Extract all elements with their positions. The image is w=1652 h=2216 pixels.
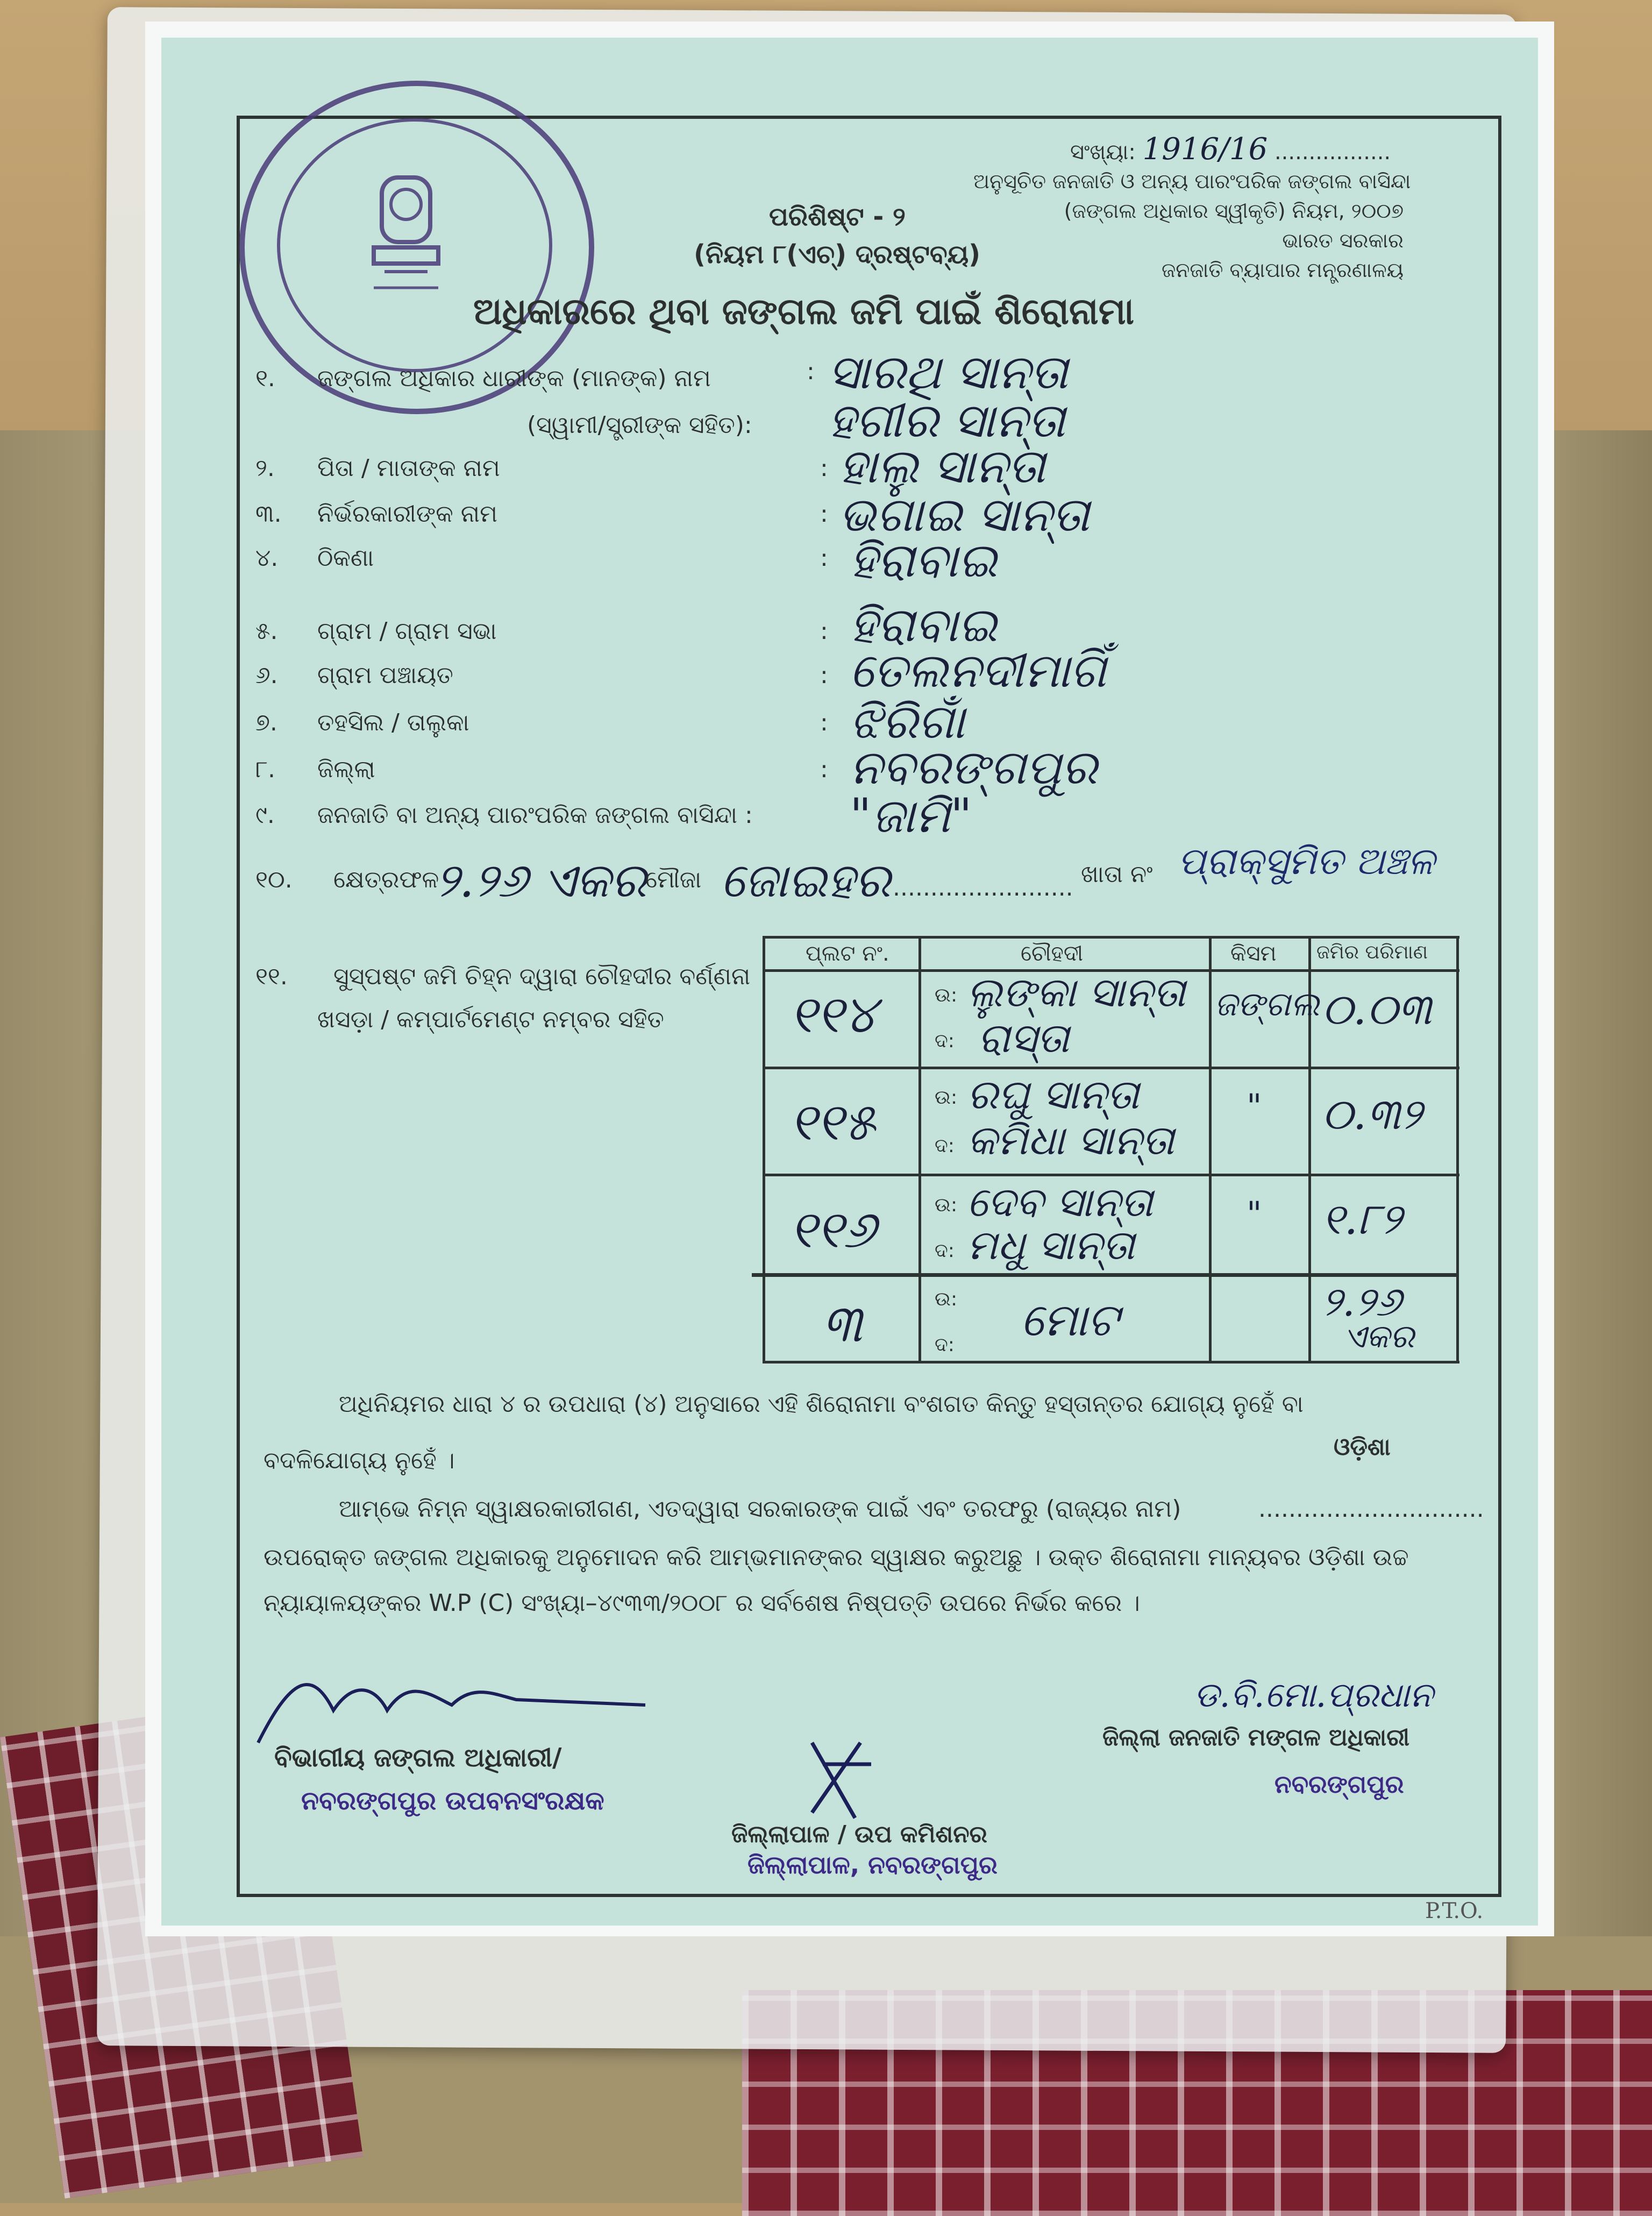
south-boundary: ରାସ୍ତା: [978, 1014, 1070, 1062]
total-unit: ଏକର: [1343, 1318, 1414, 1355]
signatory-center-title: ଜିଲ୍ଲାପାଳ / ଉପ କମିଶନର: [731, 1821, 987, 1848]
khata-value: ପ୍ରାକ୍ସୁମିତ ଅଞ୍ଚଳ: [1178, 839, 1435, 883]
paragraph-line: ନ୍ୟାୟାଳୟଙ୍କର W.P (C) ସଂଖ୍ୟା–୪୯୩୩/୨୦୦୮ ର ସର୍ବଶେଷ ନିଷ୍ପତ୍ତି ଉପରେ ନିର୍ଭର କରେ ।: [264, 1589, 1140, 1617]
land-amount: ୧.୮୨: [1322, 1194, 1402, 1244]
field-number: ୧.: [255, 365, 275, 392]
land-type: ": [1247, 1086, 1262, 1126]
field-number: ୫.: [255, 617, 278, 645]
signatory-right-stamp: ନବରଙ୍ଗପୁର: [1274, 1770, 1404, 1799]
north-boundary: ଦେବ ସାନ୍ତା: [967, 1178, 1153, 1226]
national-emblem-icon: [352, 167, 460, 301]
field-value: ହାଲୁ ସାନ୍ତା: [839, 438, 1045, 494]
plot-number: ୧୧୫: [789, 1092, 875, 1152]
field-number: ୮.: [255, 756, 275, 783]
khata-label: ଖାତା ନଂ: [1081, 861, 1153, 888]
field-label: ପିତା / ମାତାଙ୍କ ନାମ: [317, 454, 500, 482]
south-boundary: ମଧୁ ସାନ୍ତା: [967, 1221, 1135, 1269]
field-value: ହଗୀର ସାନ୍ତା: [828, 393, 1065, 448]
area-value: ୨.୨୬ ଏକର: [436, 853, 647, 908]
south-label: ଦ:: [935, 1135, 955, 1157]
north-label: ଉ:: [935, 1194, 958, 1216]
header-right: ଅନୁସୂଚିତ ଜନଜାତି ଓ ଅନ୍ୟ ପାରଂପରିକ ଜଙ୍ଗଲ ବାସିନ୍ଦା (ଜଙ୍ଗଲ ଅଧିକାର ସ୍ୱୀକୃତି) ନିୟମ, ୨୦୦୭ ଭାରତ ସରକାର ଜନଜାତି ବ୍ୟାପାର ମନ୍ତ୍ରଣାଳୟ: [973, 169, 1411, 282]
signatory-left-stamp: ନବରଙ୍ଗପୁର ଉପବନସଂରକ୍ଷକ: [301, 1786, 604, 1816]
plot-count: ୩: [822, 1294, 863, 1354]
field-label: ଜନଜାତି ବା ଅନ୍ୟ ପାରଂପରିକ ଜଙ୍ଗଲ ବାସିନ୍ଦା :: [317, 801, 753, 829]
field-label: ଗ୍ରାମ ପଞ୍ଚାୟତ: [317, 662, 453, 689]
field-value: ହିରାବାଇ: [850, 597, 998, 652]
field-number: ୬.: [255, 662, 278, 689]
reference-number: ସଂଖ୍ୟା: 1916/16 .................: [1070, 132, 1391, 167]
plot-number: ୧୧୪: [789, 984, 877, 1045]
paragraph-line: ଉପରୋକ୍ତ ଜଙ୍ଗଲ ଅଧିକାରକୁ ଅନୁମୋଦନ କରି ଆମ୍ଭମାନଙ୍କର ସ୍ୱାକ୍ଷର କରୁଅଛୁ । ଉକ୍ତ ଶିରୋନାମା ମାନ୍ୟବର ଓଡ଼ିଶା ଉଚ୍ଚ: [264, 1544, 1409, 1571]
field-number: ୪.: [255, 544, 279, 572]
state-name: ଓଡ଼ିଶା: [1334, 1433, 1391, 1461]
table-header: ଜମିର ପରିମାଣ: [1316, 941, 1428, 963]
paragraph-line: ଅଧିନିୟମର ଧାରା ୪ ର ଉପଧାରା (୪) ଅନୁସାରେ ଏହି ଶିରୋନାମା ବଂଶଗତ କିନ୍ତୁ ହସ୍ତାନ୍ତର ଯୋଗ୍ୟ ନୁହେଁ ବା: [339, 1390, 1304, 1418]
total-label: ମୋଟ: [1021, 1294, 1119, 1346]
paragraph-line: ଆମ୍ଭେ ନିମ୍ନ ସ୍ୱାକ୍ଷରକାରୀଗଣ, ଏତଦ୍ୱାରା ସରକାରଙ୍କ ପାଇଁ ଏବଂ ତରଫରୁ (ରାଜ୍ୟର ନାମ): [339, 1495, 1181, 1523]
field-number: ୭.: [255, 709, 277, 736]
field-value: ଝିରିଗାଁ: [850, 694, 965, 749]
south-label: ଦ:: [935, 1030, 955, 1052]
north-label: ଉ:: [935, 1288, 958, 1310]
plot-number: ୧୧୬: [789, 1199, 876, 1260]
field-label: ତହସିଲ / ତାଲୁକା: [317, 709, 469, 736]
field-number: ୧୦.: [255, 866, 293, 893]
paragraph-line: ବଦଳିଯୋଗ୍ୟ ନୁହେଁ ।: [264, 1447, 455, 1474]
pto-note: P.T.O.: [1425, 1899, 1484, 1923]
field-label: ଜଙ୍ଗଲ ଅଧିକାର ଧାରୀଙ୍କ (ମାନଙ୍କ) ନାମ: [317, 365, 711, 392]
land-amount: ୦.୦୩: [1322, 984, 1432, 1034]
field-label: ଜିଲ୍ଲା: [317, 756, 375, 783]
mouza-label: ମୌଜା: [645, 866, 702, 893]
land-type: ": [1247, 1194, 1262, 1233]
field-value: ହିରାବାଇ: [850, 532, 998, 588]
signatory-left-title: ବିଭାଗୀୟ ଜଙ୍ଗଲ ଅଧିକାରୀ/: [274, 1743, 562, 1773]
page-title: ଅଧିକାରରେ ଥିବା ଜଙ୍ଗଲ ଜମି ପାଇଁ ଶିରୋନାମା: [473, 290, 1134, 333]
field-label: ଗ୍ରାମ / ଗ୍ରାମ ସଭା: [317, 617, 497, 645]
signature-left-icon: [247, 1646, 656, 1753]
field-value: ଭଗାଇ ସାନ୍ତା: [839, 487, 1090, 542]
north-label: ଉ:: [935, 1086, 958, 1109]
field-label: (ସ୍ୱାମୀ/ସ୍ତ୍ରୀଙ୍କ ସହିତ):: [527, 411, 752, 439]
south-label: ଦ:: [935, 1334, 955, 1356]
south-label: ଦ:: [935, 1240, 955, 1262]
field-number: ୩.: [255, 500, 282, 528]
boundary-label: ଖସଡ଼ା / କମ୍ପାର୍ଟମେଣ୍ଟ ନମ୍ବର ସହିତ: [317, 1006, 664, 1033]
annexure-label: ପରିଶିଷ୍ଟ - ୨: [769, 202, 906, 232]
signatory-center-stamp: ଜିଲ୍ଲାପାଳ, ନବରଙ୍ଗପୁର: [747, 1850, 998, 1879]
rule-reference: (ନିୟମ ୮(ଏଚ୍) ଦ୍ରଷ୍ଟବ୍ୟ): [694, 239, 981, 269]
signatory-right-title: ଜିଲ୍ଲା ଜନଜାତି ମଙ୍ଗଳ ଅଧିକାରୀ: [1102, 1724, 1410, 1751]
north-boundary: ରଘୁ ସାନ୍ତା: [967, 1070, 1140, 1118]
north-boundary: ଲୁଙ୍କା ସାନ୍ତା: [967, 968, 1186, 1016]
field-value: ତେଲନଦୀମାଗିଁ: [850, 643, 1107, 698]
field-number: ୨.: [255, 454, 275, 482]
field-label: ନିର୍ଭରକାରୀଙ୍କ ନାମ: [317, 500, 498, 528]
south-boundary: କମିଧା ସାନ୍ତା: [967, 1116, 1174, 1164]
signatory-right-name: ଡ.ବି.ମୋ.ପ୍ରଧାନ: [1194, 1675, 1434, 1715]
table-header: ଚୌହଦୀ: [1021, 941, 1084, 966]
north-label: ଉ:: [935, 984, 958, 1006]
boundary-table: [763, 936, 1459, 1363]
signature-center-icon: [791, 1732, 887, 1829]
table-header: କିସମ: [1230, 941, 1277, 966]
field-value: ନବରଙ୍ଗପୁର: [850, 740, 1098, 795]
total-amount: ୨.୨୬: [1322, 1277, 1401, 1325]
field-number: ୧୧.: [255, 963, 288, 990]
boundary-label: ସୁସ୍ପଷ୍ଟ ଜମି ଚିହ୍ନ ଦ୍ୱାରା ଚୌହଦୀର ବର୍ଣ୍ଣନା: [333, 963, 751, 990]
mouza-value: ଜୋଇହର: [721, 853, 891, 908]
field-value: "ଜାମି": [850, 788, 972, 843]
table-header: ପ୍ଲଟ ନଂ.: [806, 941, 889, 966]
field-value: ସାରଥି ସାନ୍ତା: [828, 344, 1068, 400]
land-amount: ୦.୩୨: [1322, 1089, 1422, 1139]
official-seal: [239, 81, 594, 414]
area-label: କ୍ଷେତ୍ରଫଳ: [333, 866, 439, 893]
field-label: ଠିକଣା: [317, 544, 374, 572]
field-number: ୯.: [255, 801, 275, 829]
land-type: ଜଙ୍ଗଲ: [1214, 984, 1320, 1024]
